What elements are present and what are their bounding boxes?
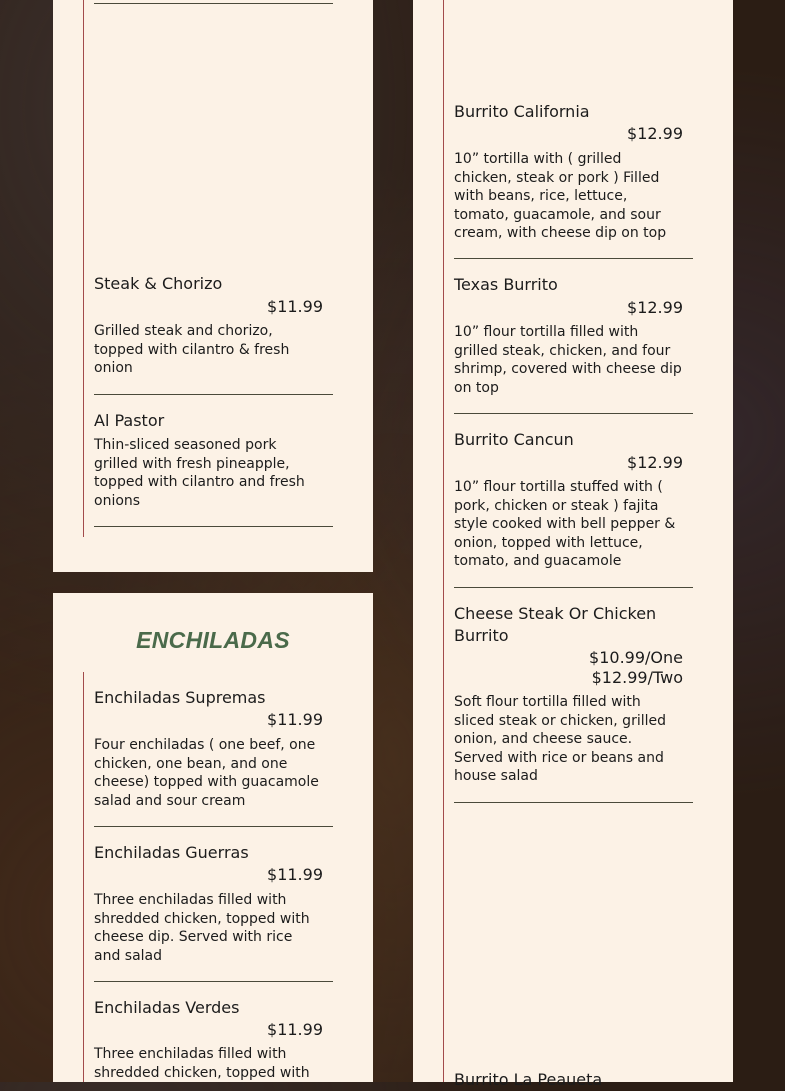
menu-item-price: $11.99 bbox=[267, 710, 323, 729]
menu-item-name: Al Pastor bbox=[94, 411, 165, 430]
menu-item-description: 10” flour tortilla stuffed with ( pork, chicken or steak ) fajita style cooked with bell pepper & onion, topped with lettuce, tomato, and guacamole bbox=[454, 479, 676, 570]
menu-item-name: Burrito California bbox=[454, 102, 590, 121]
menu-item-description: Soft flour tortilla filled with sliced steak or chicken, grilled onion, and cheese sauce. Served with rice or beans and house salad bbox=[454, 694, 666, 785]
menu-item-name: Burrito Cancun bbox=[454, 430, 574, 449]
item-divider bbox=[454, 802, 693, 803]
menu-item-price: $12.99/Two bbox=[591, 668, 683, 687]
menu-item-name: Enchiladas Verdes bbox=[94, 998, 240, 1017]
menu-card-enchiladas bbox=[53, 593, 373, 1082]
item-divider bbox=[94, 526, 333, 527]
menu-card-tacos bbox=[53, 0, 373, 572]
menu-item-price: $10.99/One bbox=[589, 648, 683, 667]
menu-item-description: Three enchiladas filled with shredded chicken, topped with bbox=[94, 1046, 310, 1081]
menu-item-name: Steak & Chorizo bbox=[94, 274, 223, 293]
menu-item-name: Enchiladas Supremas bbox=[94, 688, 266, 707]
item-divider bbox=[94, 826, 333, 827]
menu-item-name: Cheese Steak Or Chicken Burrito bbox=[454, 604, 657, 645]
menu-item-description: Grilled steak and chorizo, topped with cilantro & fresh onion bbox=[94, 323, 290, 377]
card-accent-line bbox=[83, 672, 84, 1082]
section-title: ENCHILADAS bbox=[136, 627, 290, 653]
menu-item-description: 10” tortilla with ( grilled chicken, steak or pork ) Filled with beans, rice, lettuce, tomato, guacamole, and sour cream, with cheese dip on top bbox=[454, 151, 667, 242]
card-accent-line bbox=[83, 0, 84, 537]
menu-item-price: $11.99 bbox=[267, 1020, 323, 1039]
item-divider bbox=[94, 981, 333, 982]
menu-item-description: Four enchiladas ( one beef, one chicken, one bean, and one cheese) topped with guacamole salad and sour cream bbox=[94, 737, 319, 809]
menu-item-price: $11.99 bbox=[267, 297, 323, 316]
menu-item-name: Texas Burrito bbox=[454, 275, 558, 294]
item-divider bbox=[454, 258, 693, 259]
menu-item-description: 10” flour tortilla filled with grilled steak, chicken, and four shrimp, covered with cheese dip on top bbox=[454, 324, 682, 396]
menu-item-price: $11.99 bbox=[267, 865, 323, 884]
menu-item-name: Enchiladas Guerras bbox=[94, 843, 249, 862]
card-accent-line bbox=[443, 0, 444, 1082]
item-divider bbox=[94, 394, 333, 395]
menu-item-description: Three enchiladas filled with shredded chicken, topped with cheese dip. Served with rice and salad bbox=[94, 892, 310, 964]
menu-item-price: $12.99 bbox=[627, 298, 683, 317]
item-divider bbox=[454, 587, 693, 588]
menu-item-name: Burrito La Peaueta bbox=[454, 1070, 603, 1089]
item-divider bbox=[454, 413, 693, 414]
menu-item-price: $12.99 bbox=[627, 124, 683, 143]
item-divider bbox=[94, 3, 333, 4]
menu-card-burritos bbox=[413, 0, 733, 1089]
menu-item-description: Thin-sliced seasoned pork grilled with fresh pineapple, topped with cilantro and fresh onions bbox=[94, 437, 305, 509]
menu-item-price: $12.99 bbox=[627, 453, 683, 472]
